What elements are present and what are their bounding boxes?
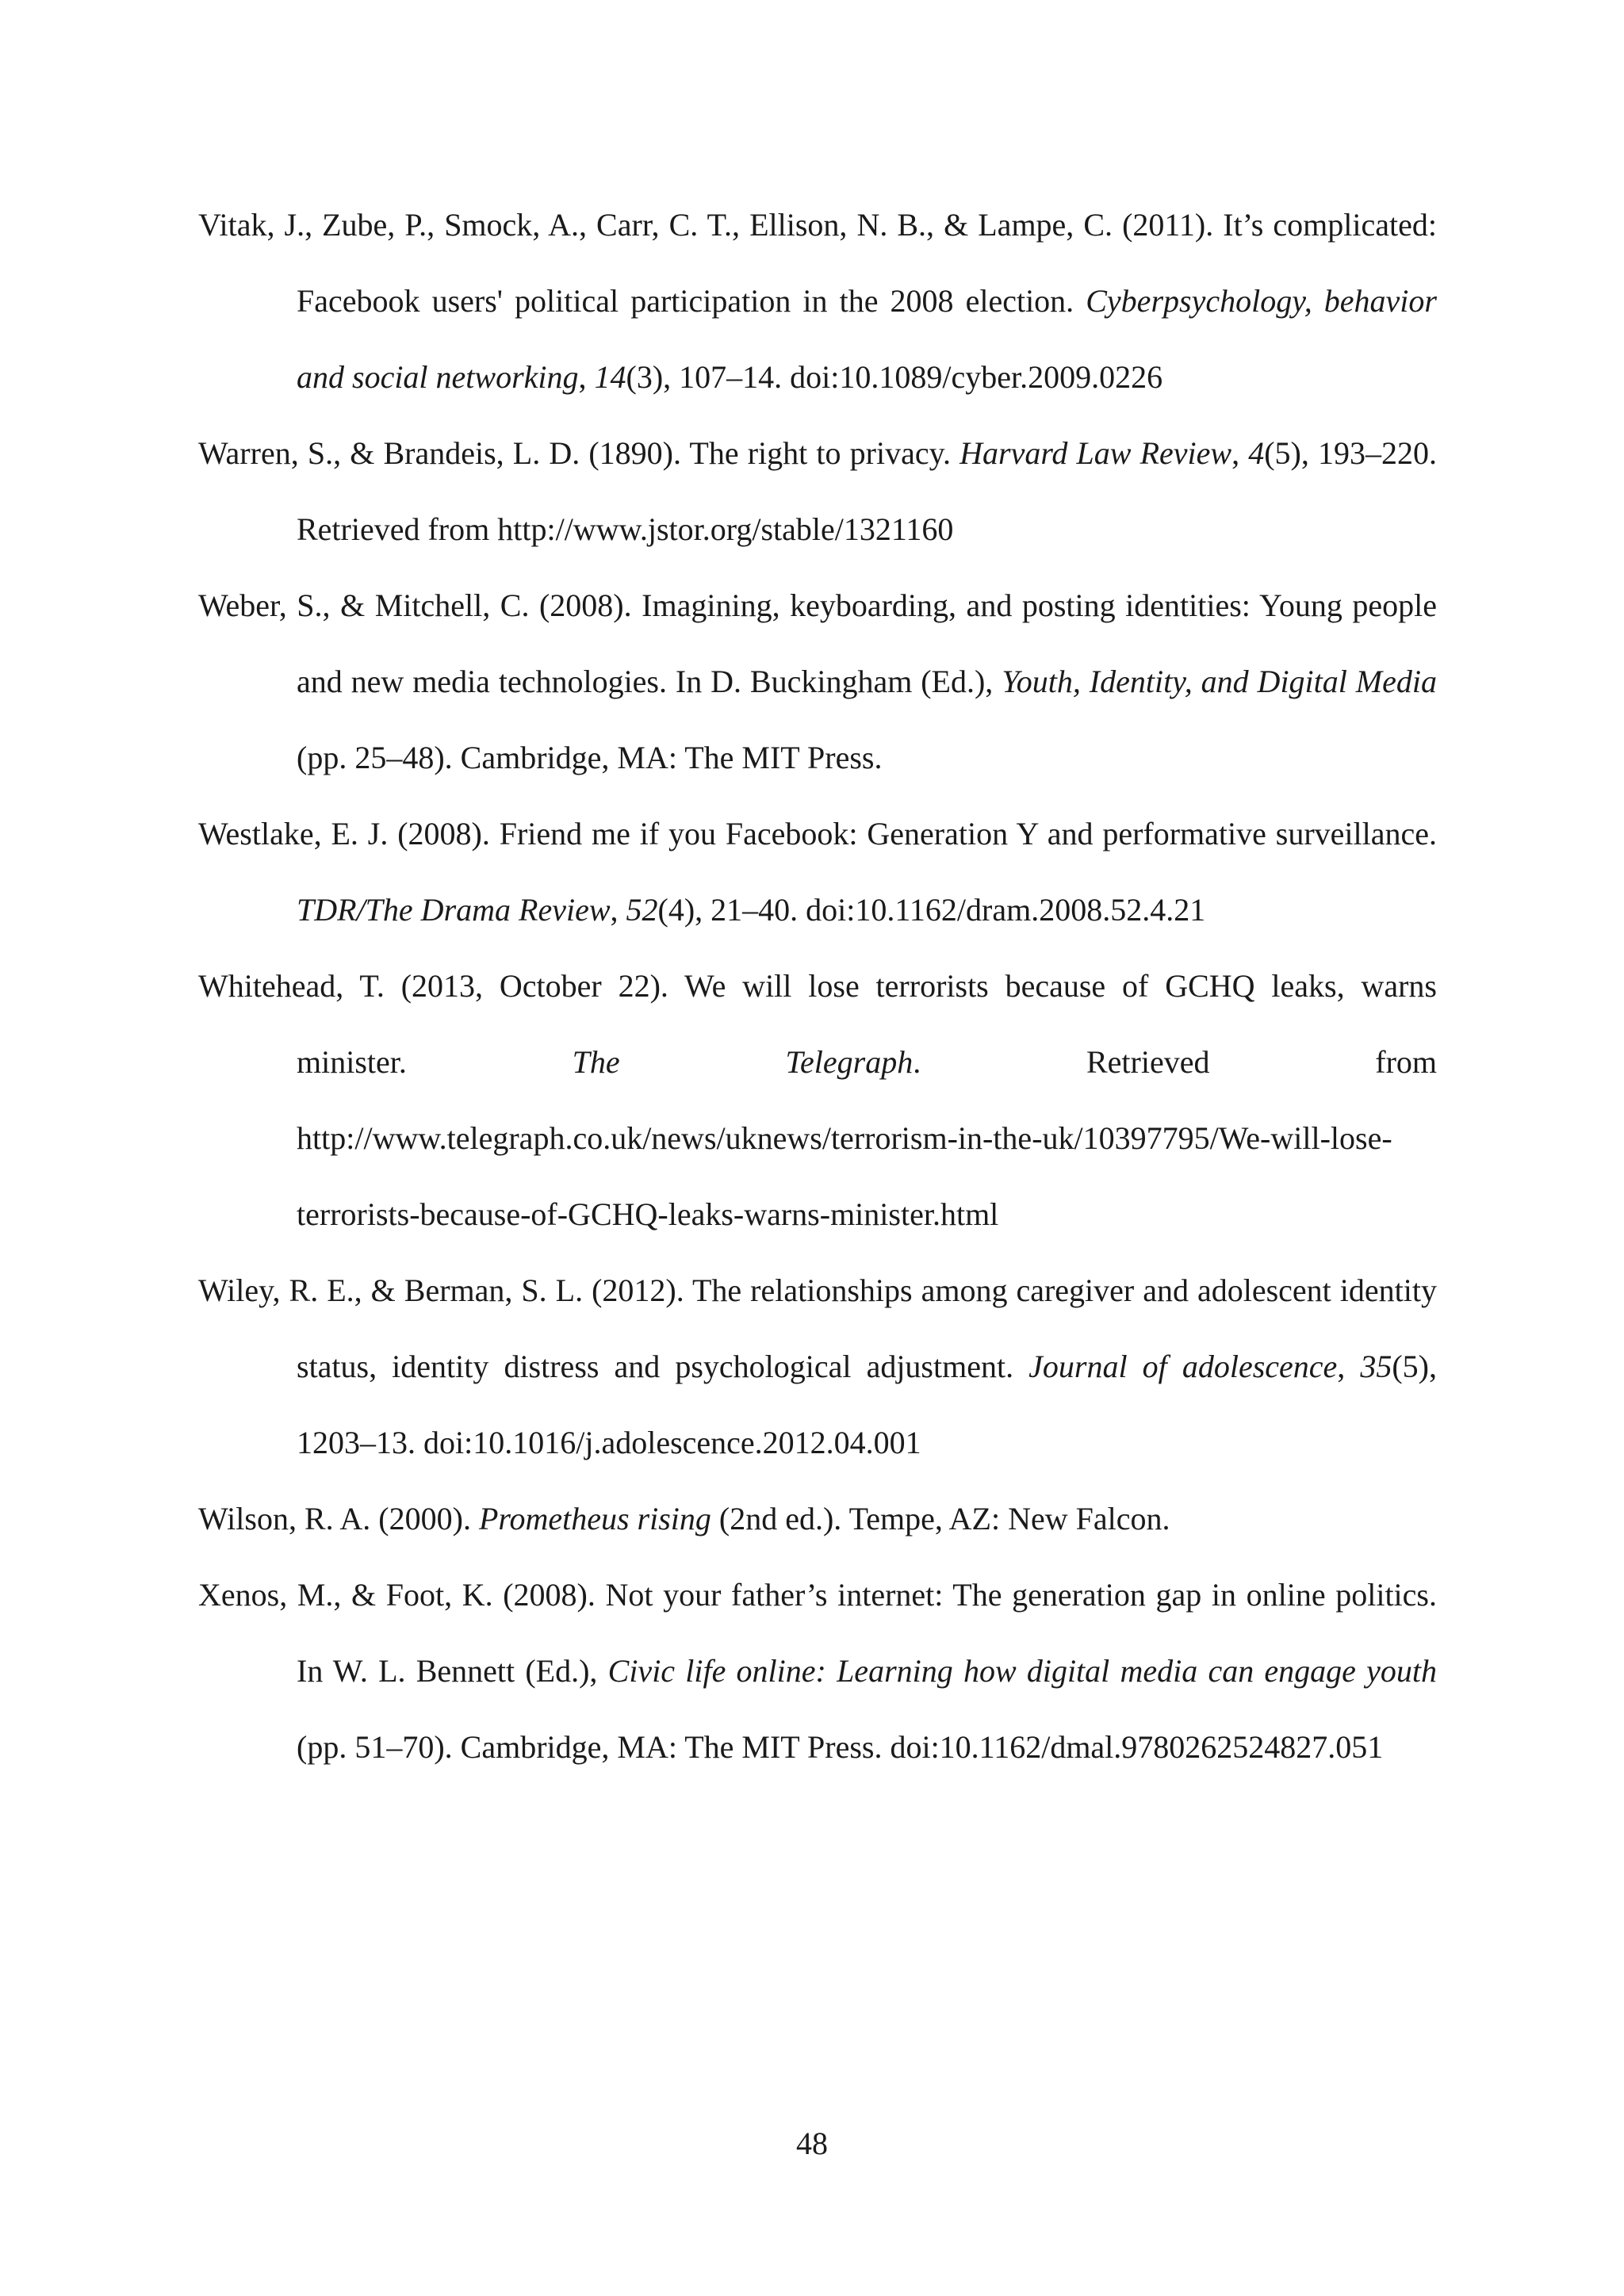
reference-text: Whitehead, T. (2013, October 22). We will lose terrorists because of GCHQ leaks, warns minister. bbox=[198, 968, 1445, 1080]
reference-text: . Retrieved from http://www.telegraph.co.uk/news/uknews/terrorism-in-the-uk/10397795/We-will-lose-terrorists-because-of-GCHQ-leaks-warns-minister.html bbox=[297, 1044, 1446, 1232]
reference-entry bbox=[198, 187, 1445, 415]
reference-entry bbox=[198, 1253, 1445, 1481]
reference-text: (2nd ed.). Tempe, AZ: New Falcon. bbox=[710, 1501, 1170, 1536]
reference-entry bbox=[198, 1481, 1437, 1557]
reference-entry bbox=[198, 1557, 1445, 1785]
reference-text: Xenos, M., & Foot, K. (2008). Not your father’s internet: The generation gap in online politics. In W. L. Bennett (Ed.), bbox=[198, 1577, 1445, 1689]
reference-entry bbox=[198, 796, 1445, 948]
reference-text: (pp. 51–70). Cambridge, MA: The MIT Press. doi:10.1162/dmal.9780262524827.051 bbox=[297, 1653, 1445, 1765]
reference-text: , bbox=[1231, 435, 1249, 471]
reference-text: , bbox=[610, 892, 626, 928]
reference-entry bbox=[198, 415, 1446, 568]
reference-text: (5), 193–220. Retrieved from http://www.jstor.org/stable/1321160 bbox=[297, 435, 1446, 547]
reference-text: (pp. 25–48). Cambridge, MA: The MIT Press. bbox=[297, 664, 1445, 775]
reference-italic-text: Harvard Law Review bbox=[959, 435, 1232, 471]
reference-text: Westlake, E. J. (2008). Friend me if you Facebook: Generation Y and performative surveillance. bbox=[198, 816, 1445, 851]
reference-italic-text: 35 bbox=[1360, 1349, 1392, 1384]
reference-text: , bbox=[578, 359, 595, 395]
reference-italic-text: 52 bbox=[626, 892, 658, 928]
reference-italic-text: TDR/The Drama Review bbox=[297, 892, 611, 928]
reference-text: Wilson, R. A. (2000). bbox=[198, 1501, 479, 1536]
reference-text: Weber, S., & Mitchell, C. (2008). Imagining, keyboarding, and posting identities: Young people and new media technologies. In D. Buckingham (Ed.), bbox=[198, 587, 1445, 699]
reference-italic-text: Youth, Identity, and Digital Media bbox=[1002, 664, 1437, 699]
reference-entry bbox=[198, 568, 1445, 796]
reference-text: (5), 1203–13. doi:10.1016/j.adolescence.2012.04.001 bbox=[297, 1349, 1445, 1460]
reference-text: (4), 21–40. doi:10.1162/dram.2008.52.4.21 bbox=[657, 892, 1206, 928]
reference-italic-text: Civic life online: Learning how digital media can engage youth bbox=[607, 1653, 1437, 1689]
reference-text: Wiley, R. E., & Berman, S. L. (2012). The relationships among caregiver and adolescent identity status, identity distress and psychological adjustment. bbox=[198, 1272, 1445, 1384]
reference-text: , bbox=[1337, 1349, 1361, 1384]
reference-italic-text: Journal of adolescence bbox=[1028, 1349, 1338, 1384]
reference-list bbox=[198, 187, 1446, 1785]
reference-text: (3), 107–14. doi:10.1089/cyber.2009.0226 bbox=[626, 359, 1163, 395]
reference-text: Warren, S., & Brandeis, L. D. (1890). The right to privacy. bbox=[198, 435, 960, 471]
page-number: 48 bbox=[796, 2126, 828, 2161]
reference-italic-text: The Telegraph bbox=[572, 1044, 914, 1080]
reference-italic-text: 14 bbox=[594, 359, 626, 395]
reference-italic-text: 4 bbox=[1248, 435, 1265, 471]
reference-italic-text: Cyberpsychology, behavior and social networking bbox=[297, 283, 1437, 395]
reference-text: Vitak, J., Zube, P., Smock, A., Carr, C. T., Ellison, N. B., & Lampe, C. (2011). It’s complicated: Facebook users' political participation in the 2008 election. bbox=[198, 207, 1445, 319]
reference-italic-text: Prometheus rising bbox=[478, 1501, 711, 1536]
reference-entry bbox=[198, 948, 1446, 1253]
